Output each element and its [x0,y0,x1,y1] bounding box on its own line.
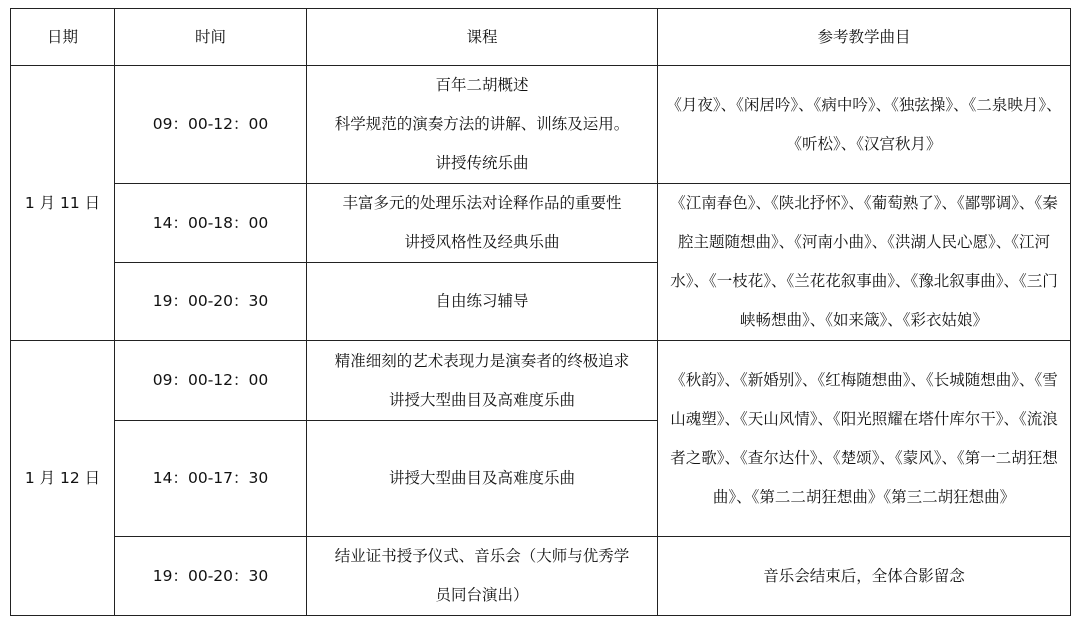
course-cell [307,537,658,616]
course-line: 讲授风格性及经典乐曲 [404,233,560,251]
header-row [11,9,1071,66]
repertoire-cell: 音乐会结束后，全体合影留念 [658,537,1071,616]
course-line: 百年二胡概述 [435,76,529,94]
course-line: 员同台演出） [435,586,529,604]
repertoire-cell: 《江南春色》、《陕北抒怀》、《葡萄熟了》、《鄙鄂调》、《秦腔主题随想曲》、《河南小曲》、《洪湖人民心愿》、《江河水》、《一枝花》、《兰花花叙事曲》、《豫北叙事曲》、《三门峡畅想曲》、《如来箴》、《彩衣姑娘》 [658,184,1071,341]
repertoire-cell: 《秋韵》、《新婚别》、《红梅随想曲》、《长城随想曲》、《雪山魂塑》、《天山风情》、《阳光照耀在塔什库尔干》、《流浪者之歌》、《查尔达什》、《楚颂》、《蒙风》、《第一二胡狂想曲》、《第二二胡狂想曲》《第三二胡狂想曲》 [658,341,1071,537]
table-row [11,66,1071,184]
course-cell [307,421,658,537]
header-date: 日期 [11,9,115,66]
course-line: 讲授大型曲目及高难度乐曲 [388,390,575,409]
date-cell-day2: 1 月 12 日 [11,341,115,616]
course-line: 讲授传统乐曲 [435,154,529,172]
time-cell: 19：00-20：30 [115,537,307,616]
time-cell: 19：00-20：30 [115,263,307,341]
table-row [11,537,1071,616]
header-course: 课程 [307,9,658,66]
course-line: 结业证书授予仪式、音乐会（大师与优秀学 [334,547,630,565]
time-cell: 09：00-12：00 [115,341,307,421]
header-time: 时间 [115,9,307,66]
date-cell-day1: 1 月 11 日 [11,66,115,341]
course-cell [307,184,658,263]
table-row [11,184,1071,263]
time-cell: 14：00-18：00 [115,184,307,263]
repertoire-cell: 《月夜》、《闲居吟》、《病中吟》、《独弦操》、《二泉映月》、《听松》、《汉宫秋月》 [658,66,1071,184]
table-row [11,341,1071,421]
course-line: 科学规范的演奏方法的讲解、训练及运用。 [334,115,630,133]
course-line: 自由练习辅导 [435,292,529,310]
time-cell: 09：00-12：00 [115,66,307,184]
time-cell: 14：00-17：30 [115,421,307,537]
course-cell [307,263,658,341]
header-repertoire: 参考教学曲目 [658,9,1071,66]
course-cell [307,66,658,184]
schedule-table [10,8,1071,616]
course-line: 丰富多元的处理乐法对诠释作品的重要性 [342,194,622,212]
course-line: 讲授大型曲目及高难度乐曲 [388,469,575,487]
course-line: 精准细刻的艺术表现力是演奏者的终极追求 [334,351,630,370]
course-cell [307,341,658,421]
